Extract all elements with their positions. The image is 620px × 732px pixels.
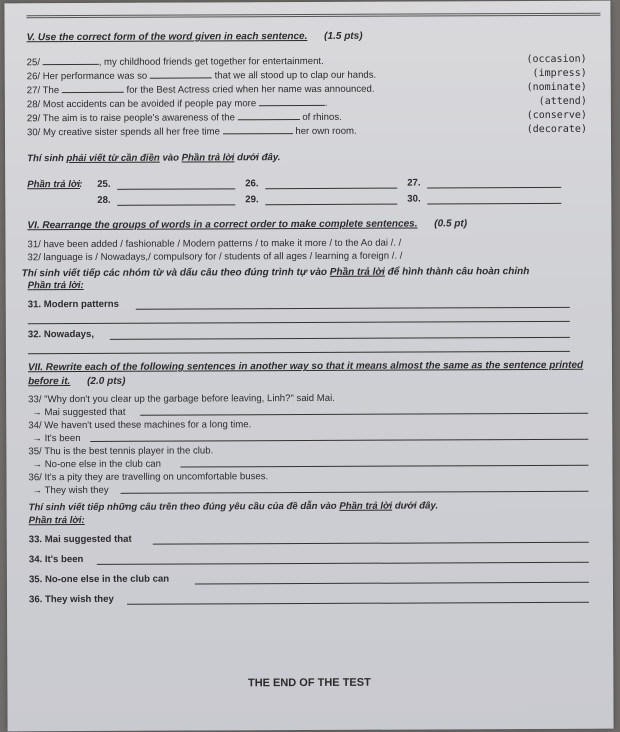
section-5-title: V. Use the correct form of the word given in each sentence. (26, 31, 308, 44)
end-of-test: THE END OF THE TEST (247, 676, 371, 690)
answer-32: 32. Nowadays, (28, 327, 588, 347)
answer-32-extra (28, 345, 588, 359)
question-28: 28/ Most accidents can be avoided if people pay more . (attend) (26, 95, 587, 110)
section-6-instruction: Thí sinh viết tiếp các nhóm từ và dấu câu theo đúng trình tự vào Phần trả lời để hình thành câu hoàn chỉnh (21, 265, 530, 280)
section-7-points: (2.0 pts) (87, 375, 126, 387)
answer-line-33[interactable] (153, 542, 589, 545)
item-32: 32/ language is / Nowadays,/ compulsory for / students of all ages / learning a foreign /. / (27, 250, 403, 264)
exam-content (21, 23, 590, 690)
rewrite-34: → It's been (28, 431, 588, 446)
hint-26: (impress) (532, 67, 587, 79)
blank-27[interactable] (62, 82, 124, 92)
answer-31: 31. Modern patterns (28, 297, 588, 317)
hint-28: (attend) (538, 95, 587, 107)
answer-line-25[interactable] (117, 189, 235, 191)
answer-line-31[interactable] (136, 307, 570, 310)
hint-27: (nominate) (526, 81, 587, 93)
item-31: 31/ have been added / fashionable / Modern patterns / to make it more / to the Ao dai /. / (27, 237, 402, 251)
rewrite-33: → Mai suggested that (28, 405, 588, 420)
rewrite-line-33[interactable] (140, 413, 588, 416)
answer-line-30[interactable] (427, 203, 561, 205)
answer-34: 34. It's been (29, 552, 589, 574)
answer-33: 33. Mai suggested that (29, 532, 589, 554)
blank-25[interactable] (43, 54, 99, 64)
answer-label-5: Phần trả lời (27, 179, 81, 191)
section-5-points: (1.5 pts) (324, 30, 363, 42)
hint-29: (conserve) (526, 109, 587, 121)
rewrite-line-34[interactable] (90, 439, 588, 442)
question-27: 27/ The for the Best Actress cried when her name was announced. (nominate) (26, 81, 587, 96)
answer-row-1: Phần trả lời : 25. 26. 27. (27, 177, 587, 195)
section-7-heading (28, 359, 588, 388)
answer-line-35[interactable] (195, 582, 589, 585)
answer-label-7: Phần trả lời: (28, 514, 85, 527)
blank-26[interactable] (150, 68, 212, 78)
answer-line-28[interactable] (117, 205, 235, 207)
section-7-instruction: Thí sinh viết tiếp những câu trên theo đúng yêu cầu của đề dẫn vào Phần trả lời dưới đây. (28, 500, 439, 514)
question-25: 25/ , my childhood friends get together for entertainment. (occasion) (26, 53, 587, 68)
answer-line-34[interactable] (97, 562, 589, 565)
answer-line-27[interactable] (427, 187, 561, 189)
question-29: 29/ The aim is to raise people's awareness of the of rhinos. (conserve) (26, 109, 587, 124)
rewrite-line-36[interactable] (121, 491, 589, 494)
answer-row-2: 28. 29. 30. (27, 193, 587, 211)
answer-label-6: Phần trả lời: (27, 280, 84, 292)
question-26: 26/ Her performance was so that we all stood up to clap our hands. (impress) (26, 67, 587, 82)
answer-line-29[interactable] (265, 204, 397, 206)
hint-30: (decorate) (526, 123, 587, 135)
answer-line-32[interactable] (110, 337, 570, 340)
rewrite-35: → No-one else in the club can (28, 457, 588, 472)
item-36: 36/ It's a pity they are travelling on uncomfortable buses. (28, 471, 269, 484)
answer-36: 36. They wish they (29, 592, 589, 614)
question-30: 30/ My creative sister spends all her free time her own room. (decorate) (26, 123, 587, 138)
rewrite-line-35[interactable] (180, 465, 588, 468)
exam-page (4, 1, 613, 732)
top-divider (26, 13, 600, 19)
item-35: 35/ Thu is the best tennis player in the club. (28, 445, 214, 458)
item-34: 34/ We haven't used these machines for a long time. (28, 419, 252, 432)
rewrite-36: → They wish they (29, 483, 589, 498)
section-5-instruction: Thí sinh phải viết từ cần điền vào Phần trả lời dưới đây. (27, 151, 281, 164)
section-5-answers (27, 177, 587, 211)
answer-line-36[interactable] (127, 602, 589, 605)
item-33: 33/ "Why don't you clear up the garbage before leaving, Linh?" said Mai. (28, 393, 335, 406)
blank-30[interactable] (223, 124, 293, 134)
blank-28[interactable] (259, 95, 325, 105)
answer-35: 35. No-one else in the club can (29, 572, 589, 594)
section-6-title: VI. Rearrange the groups of words in a correct order to make complete sentences. (27, 218, 418, 232)
hint-25: (occasion) (526, 53, 587, 65)
section-7-title: VII. Rewrite each of the following sentences in another way so that it means almost the same as the sentence printed before it. (27, 360, 584, 387)
section-6-points: (0.5 pt) (434, 218, 468, 230)
answer-line-26[interactable] (265, 188, 397, 190)
blank-29[interactable] (238, 110, 300, 120)
